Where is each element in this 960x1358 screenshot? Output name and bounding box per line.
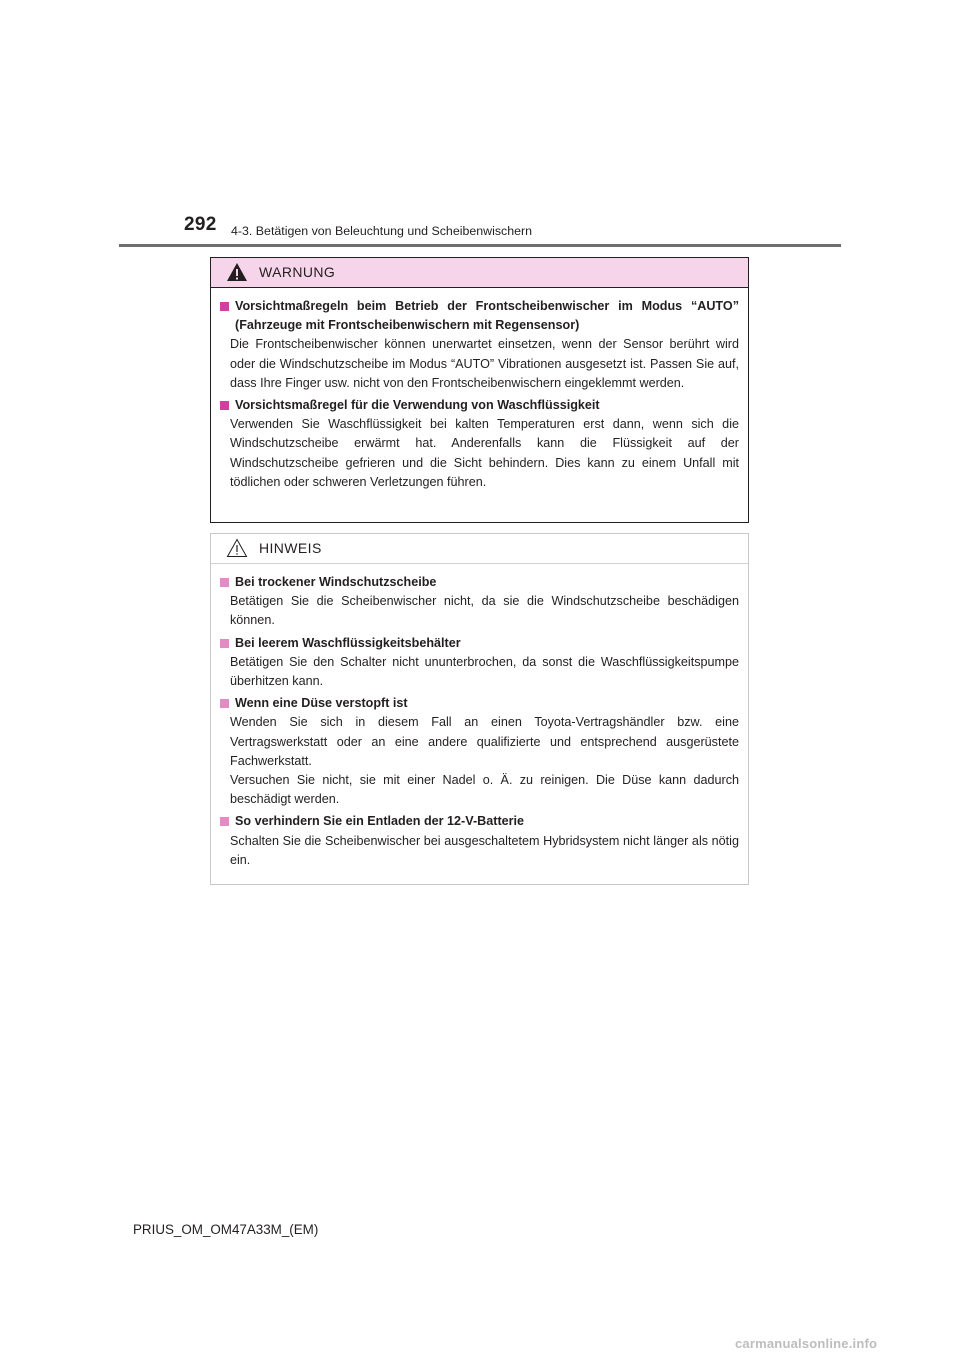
notice-item-text: Betätigen Sie die Scheibenwischer nicht, da sie die Windschutzscheibe beschädigen können. [230,594,739,628]
page-number: 292 [184,214,217,235]
square-bullet-icon [220,699,229,708]
notice-item-title: So verhindern Sie ein Entladen der 12-V-Batterie [235,814,525,829]
warning-item-text: Verwenden Sie Waschflüssigkeit bei kalten Temperaturen erst dann, wenn sich die Windschutzscheibe erwärmt hat. Anderenfalls kann die Flüssigkeit auf der Windschutzscheibe gefrieren und die Sicht behindern. Dies kann zu einem Unfall mit tödlichen oder schweren Verletzungen führen. [230,417,739,489]
square-bullet-icon [220,817,229,826]
square-bullet-icon [220,401,229,410]
warning-item-text: Die Frontscheibenwischer können unerwartet einsetzen, wenn der Sensor berührt wird oder die Windschutzscheibe im Modus “AUTO” Vibrationen ausgesetzt ist. Passen Sie auf, dass Ihre Finger usw. nicht von den Frontscheibenwischern eingeklemmt werden. [230,337,739,390]
square-bullet-icon [220,639,229,648]
warning-item [220,396,739,492]
warning-item-title: Vorsichtsmaßregel für die Verwendung von Waschflüssigkeit [235,398,600,413]
warning-triangle-icon [226,262,248,282]
square-bullet-icon [220,578,229,587]
notice-item-title: Wenn eine Düse verstopft ist [235,696,408,711]
notice-box [210,533,749,885]
notice-item-text: Betätigen Sie den Schalter nicht ununterbrochen, da sonst die Waschflüssigkeitspumpe überhitzen kann. [230,654,739,689]
warning-item [220,297,739,393]
warning-title: WARNUNG [259,264,336,280]
notice-header [211,534,748,564]
header-divider [119,244,841,247]
notice-item [220,694,739,809]
section-title: 4-3. Betätigen von Beleuchtung und Scheibenwischern [231,224,533,238]
warning-item-title: Vorsichtmaßregeln beim Betrieb der Frontscheibenwischer im Modus “AUTO” (Fahrzeuge mit Frontscheibenwischern mit Regensensor) [235,299,739,333]
watermark: carmanualsonline.info [735,1336,878,1351]
notice-item-title: Bei trockener Windschutzscheibe [235,575,437,589]
notice-item-text: Schalten Sie die Scheibenwischer bei ausgeschaltetem Hybridsystem nicht länger als nötig ein. [230,833,739,867]
notice-item-text: Wenden Sie sich in diesem Fall an einen Toyota-Vertragshändler bzw. eine Vertragswerkstatt oder an eine andere qualifizierte und entsprechend ausgerüstete Fachwerkstatt. [230,715,739,768]
notice-title: HINWEIS [259,540,322,556]
warning-header [211,258,748,288]
notice-item-text: Versuchen Sie nicht, sie mit einer Nadel o. Ä. zu reinigen. Die Düse kann dadurch beschädigt werden. [230,773,739,807]
square-bullet-icon [220,302,229,311]
notice-item [220,812,739,870]
caution-triangle-outline-icon [226,538,248,558]
notice-item [220,573,739,631]
document-code: PRIUS_OM_OM47A33M_(EM) [133,1222,319,1237]
notice-item-title: Bei leerem Waschflüssigkeitsbehälter [235,635,461,650]
warning-box [210,257,749,523]
notice-item [220,634,739,692]
